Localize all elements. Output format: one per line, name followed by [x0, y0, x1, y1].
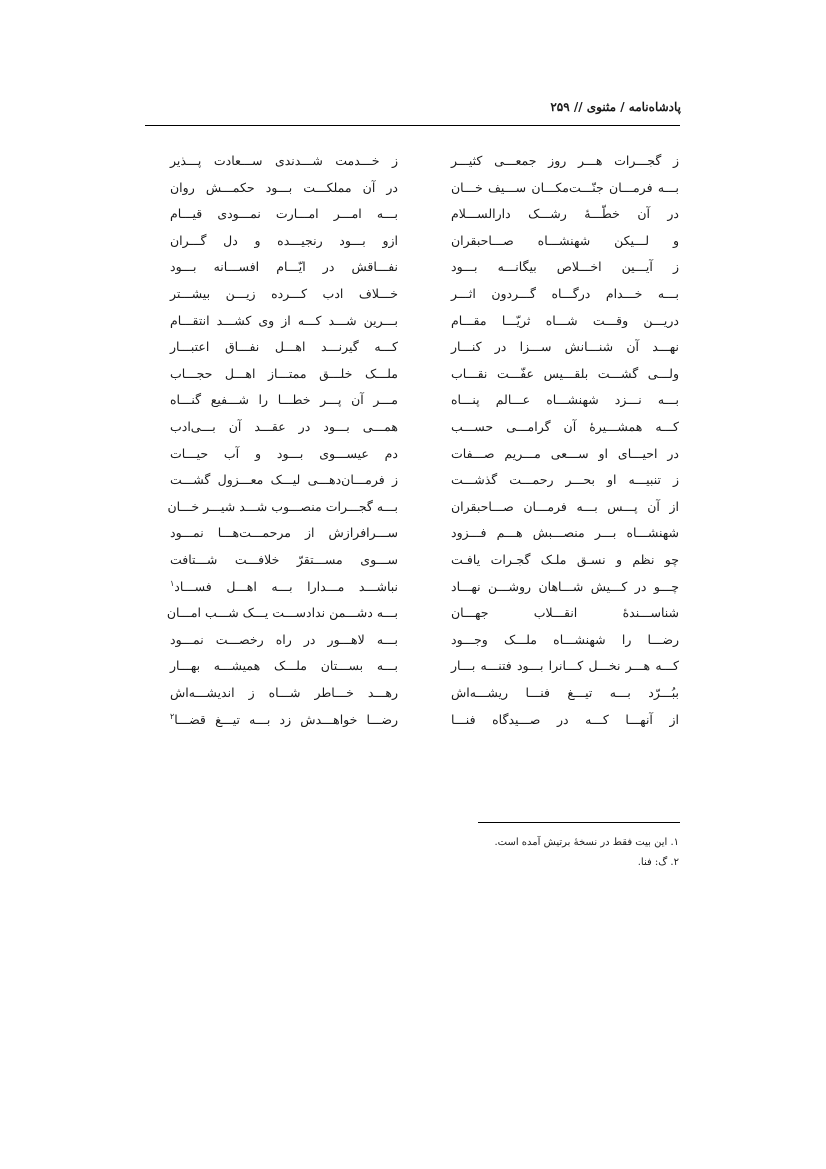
hemistich-text: بـــه لاهـــور در راه رخصـــت نمـــود [170, 632, 398, 647]
hemistich-text: ز خـــدمت شـــدندی ســـعادت پـــذیر [170, 153, 398, 168]
footnote-item: ۱. این بیت فقط در نسخهٔ برتیش آمده است. [494, 837, 679, 848]
hemistich-first [451, 175, 679, 202]
hemistich-second [170, 361, 398, 388]
hemistich-text: ز تنبیـــه او بحـــر رحمـــت گذشـــت [451, 472, 679, 487]
hemistich-text: چـــو در کـــیش شـــاهان روشـــن نهـــاد [451, 579, 679, 594]
hemistich-text: نفـــاقش در ایّـــام افســـانه بـــود [170, 259, 398, 274]
hemistich-text: در آن خطّـــهٔ رشـــک دارالســـلام [451, 206, 679, 221]
hemistich-second [170, 627, 398, 654]
hemistich-first [451, 254, 679, 281]
hemistich-text: بـــه امـــر امـــارت نمـــودی قیـــام [170, 206, 398, 221]
hemistich-first [451, 334, 679, 361]
hemistich-second [170, 175, 398, 202]
hemistich-first [451, 441, 679, 468]
footnote-marker: ۲ [170, 711, 175, 721]
running-head [141, 100, 681, 114]
hemistich-text: بـــه دشـــمن ندادســـت یـــک شـــب امـــان [166, 605, 398, 620]
hemistich-second [166, 600, 398, 627]
hemistich-second [167, 494, 398, 521]
hemistich-first [451, 627, 679, 654]
hemistich-text: در آن مملکـــت بـــود حکمـــش روان [170, 180, 398, 195]
hemistich-second [170, 228, 398, 255]
hemistich-first [451, 361, 679, 388]
hemistich-text: ز آیـــین اخـــلاص بیگانـــه بـــود [451, 259, 679, 274]
hemistich-text: کـــه همشـــیرهٔ آن گرامـــی حســـب [451, 419, 679, 434]
hemistich-second [170, 414, 398, 441]
hemistich-first [451, 653, 679, 680]
hemistich-second [170, 547, 398, 574]
hemistich-second [170, 387, 398, 414]
hemistich-text: از آن پـــس بـــه فرمـــان صـــاحبقران [451, 499, 679, 514]
hemistich-second [170, 441, 398, 468]
hemistich-second [170, 201, 398, 228]
hemistich-text: ملـــک خلـــق ممتـــاز اهـــل حجـــاب [170, 366, 398, 381]
hemistich-text: و لـــیکن شهنشـــاه صـــاحبقران [451, 233, 679, 248]
hemistich-first [451, 148, 679, 175]
hemistich-text: ازو بـــود رنجیـــده و دل گـــران [170, 233, 398, 248]
hemistich-first [451, 308, 679, 335]
hemistich-text: ســـوی مســـتقرّ خلافـــت شـــتافت [170, 552, 398, 567]
hemistich-text: چو نظم و نسـق ملـک گجـرات یافـت [451, 552, 679, 567]
hemistich-second [170, 281, 398, 308]
hemistich-second [170, 254, 398, 281]
hemistich-second [170, 308, 398, 335]
hemistich-text: شناســـندهٔ انقـــلاب جهـــان [451, 605, 679, 620]
hemistich-second [170, 467, 398, 494]
hemistich-first [451, 547, 679, 574]
hemistich-text: ببُـــرّد بـــه تیـــغ فنـــا ریشـــه‌اش [451, 685, 679, 700]
footnote-item: ۲. گ: فنا. [637, 857, 679, 868]
hemistich-text: کـــه هـــر نخـــل کـــانرا بـــود فتنـــه بـــار [451, 658, 679, 673]
hemistich-text: بـــه خـــدام درگـــاه گـــردون اثـــر [451, 286, 679, 301]
hemistich-first [451, 680, 679, 707]
hemistich-text: دریـــن وقـــت شـــاه ثریّـــا مقـــام [451, 313, 679, 328]
hemistich-first [451, 281, 679, 308]
footnote-rule [478, 822, 680, 823]
hemistich-second [170, 334, 398, 361]
hemistich-text: خـــلاف ادب کـــرده زیـــن بیشـــتر [170, 286, 398, 301]
hemistich-first [451, 467, 679, 494]
hemistich-second [170, 574, 398, 601]
hemistich-second [170, 148, 398, 175]
hemistich-first [451, 387, 679, 414]
hemistich-first [451, 228, 679, 255]
hemistich-text: مـــر آن پـــر خطـــا را شـــفیع گنـــاه [170, 392, 398, 407]
hemistich-text: ســـرافرازش از مرحمـــت‌هـــا نمـــود [170, 525, 398, 540]
hemistich-text: بـــرین شـــد کـــه از وی کشـــد انتقـــام [170, 313, 398, 328]
hemistich-text: ز گجـــرات هـــر روز جمعـــی کثیـــر [451, 153, 679, 168]
hemistich-text: ز فرمـــان‌دهـــی لیـــک معـــزول گشـــت [170, 472, 398, 487]
hemistich-text: بـــه بســـتان ملـــک همیشـــه بهـــار [170, 658, 398, 673]
hemistich-first [451, 494, 679, 521]
hemistich-first [451, 600, 679, 627]
hemistich-text: از آنهـــا کـــه در صـــیدگاه فنـــا [451, 712, 679, 727]
hemistich-second [170, 520, 398, 547]
hemistich-text: رضـــا را شهنشـــاه ملـــک وجـــود [451, 632, 679, 647]
hemistich-text: بـــه نـــزد شهنشـــاه عـــالم پنـــاه [451, 392, 679, 407]
hemistich-text: نهـــد آن شنـــانش ســـزا در کنـــار [451, 339, 679, 354]
footnotes [379, 833, 679, 873]
hemistich-text: رضـــا خواهـــدش زد بـــه تیـــغ قضـــا [174, 712, 398, 727]
hemistich-second [170, 653, 398, 680]
hemistich-text: کـــه گیرنـــد اهـــل نفـــاق اعتبـــار [170, 339, 398, 354]
hemistich-text: نباشـــد مـــدارا بـــه اهـــل فســـاد [174, 579, 398, 594]
header-rule [145, 125, 680, 126]
hemistich-text: شهنشـــاه بـــر منصـــبش هـــم فـــزود [451, 525, 679, 540]
hemistich-text: دم عیســـوی بـــود و آب حیـــات [170, 446, 398, 461]
hemistich-first [451, 201, 679, 228]
hemistich-first [451, 574, 679, 601]
footnote-marker: ۱ [170, 578, 175, 588]
hemistich-text: همـــی بـــود در عقـــد آن بـــی‌ادب [170, 419, 398, 434]
hemistich-text: رهـــد خـــاطر شـــاه ز اندیشـــه‌اش [170, 685, 398, 700]
hemistich-text: ولـــی گشـــت بلقـــیس عفّـــت نقـــاب [451, 366, 679, 381]
hemistich-text: بـــه گجـــرات منصـــوب شـــد شیـــر خـــان [167, 499, 398, 514]
hemistich-first [451, 414, 679, 441]
hemistich-first [451, 520, 679, 547]
hemistich-first [451, 707, 679, 734]
hemistich-second [170, 707, 398, 734]
hemistich-second [170, 680, 398, 707]
running-title: پادشاه‌نامه / مثنوی // ۲۵۹ [550, 100, 681, 114]
hemistich-text: در احیـــای او ســـعی مـــریم صـــفات [451, 446, 679, 461]
hemistich-text: بـــه فرمـــان جنّـــت‌مکـــان ســـیف خـــان [451, 180, 679, 195]
